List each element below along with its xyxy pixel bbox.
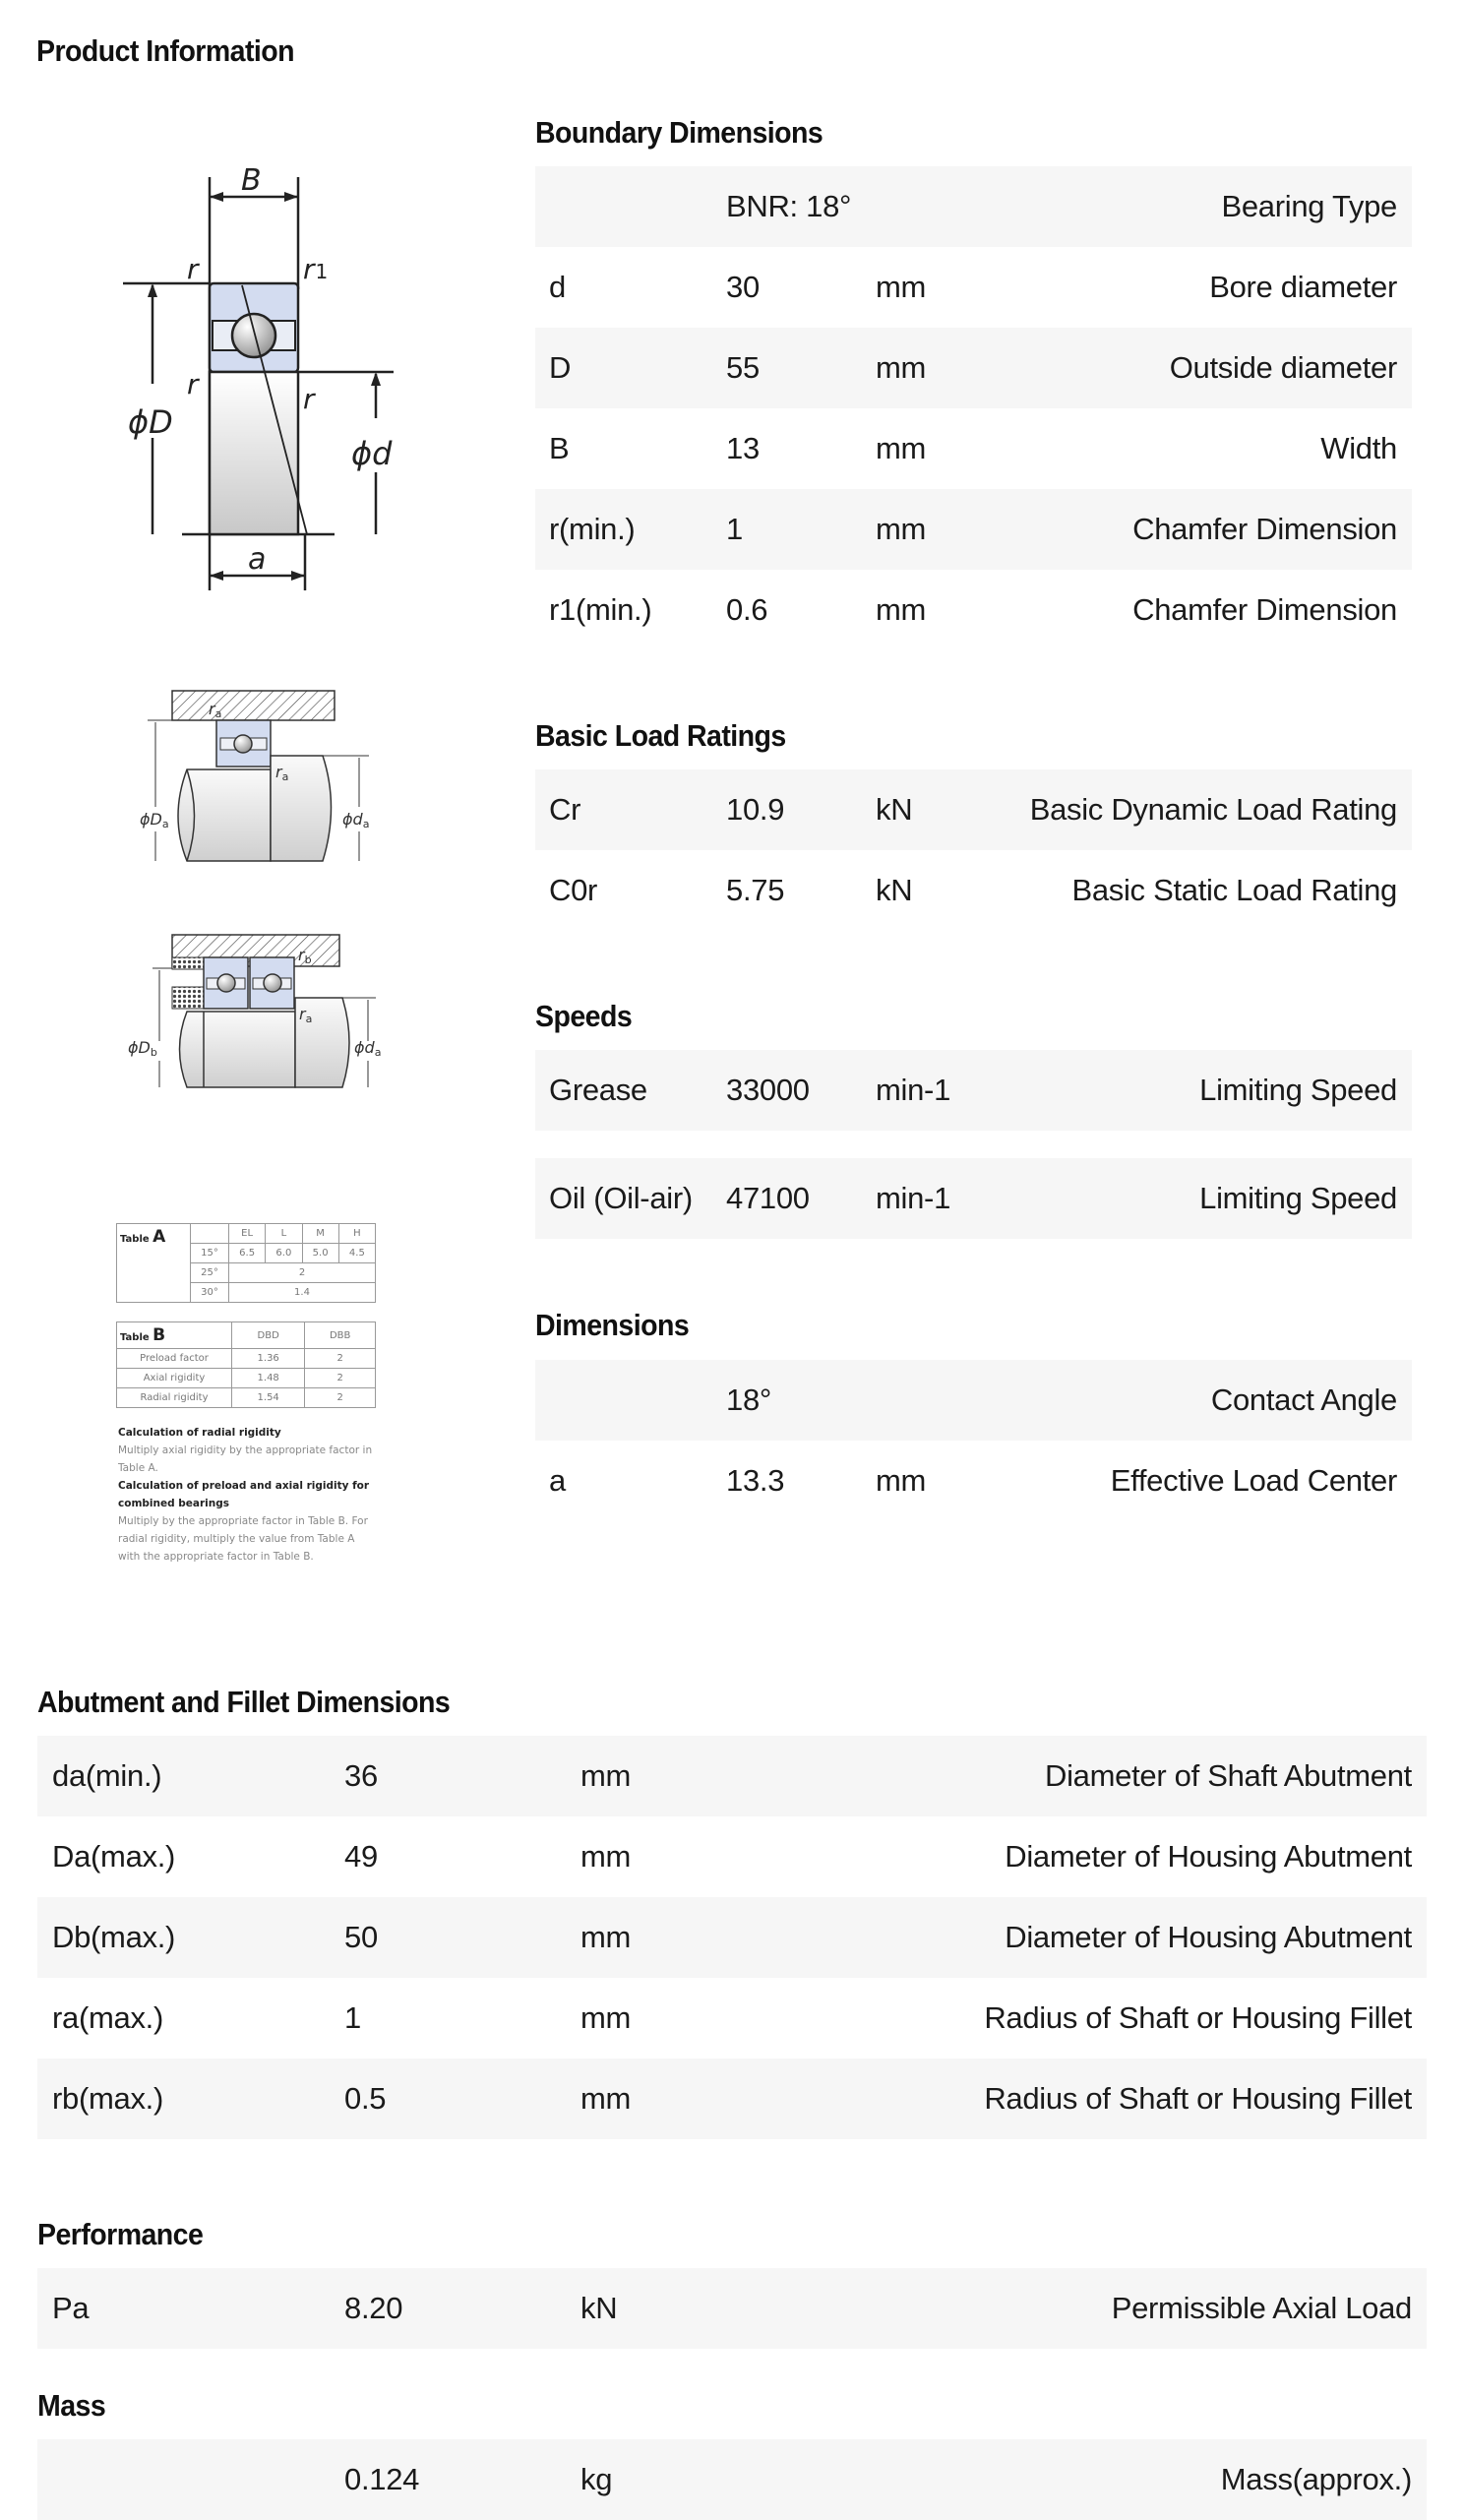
row-value: 1 (344, 2000, 361, 2035)
row-unit (876, 166, 1023, 247)
row-symbol: Pa (52, 2291, 90, 2325)
row-description: Diameter of Shaft Abutment (1044, 1758, 1412, 1793)
speeds-table (535, 1050, 1412, 1239)
table-row (37, 1816, 1427, 1897)
table-b-title: Table B (117, 1322, 232, 1349)
note-body: Multiply axial rigidity by the appropriate factor in Table A. (118, 1444, 373, 1474)
row-value: 8.20 (344, 2291, 403, 2325)
note-heading: Calculation of preload and axial rigidity for combined bearings (118, 1480, 370, 1509)
rigidity-notes (118, 1424, 374, 1566)
row-symbol: Oil (Oil-air) (549, 1181, 693, 1215)
row-value: 47100 (726, 1181, 810, 1215)
fig1-label-r-mid: r (187, 368, 199, 400)
fig1-label-phid: ϕd (351, 435, 393, 472)
row-description: Radius of Shaft or Housing Fillet (984, 2081, 1412, 2116)
row-unit: mm (580, 2081, 632, 2116)
row-symbol: Db(max.) (52, 1920, 176, 1954)
row-value: 33000 (726, 1073, 810, 1107)
row-unit: mm (876, 431, 927, 465)
row-symbol: B (549, 431, 570, 465)
row-unit: mm (580, 1920, 632, 1954)
row-value: 0.124 (344, 2462, 420, 2496)
section-title-speeds: Speeds (535, 999, 633, 1033)
section-title-abutment: Abutment and Fillet Dimensions (37, 1685, 451, 1719)
single-mounting-figure (118, 679, 394, 876)
row-value: 13.3 (726, 1463, 785, 1498)
performance-table (37, 2268, 1427, 2349)
table-b-header: DBD (232, 1322, 305, 1349)
row-unit (876, 1360, 1023, 1441)
row-unit: mm (876, 592, 927, 627)
row-value: BNR: 18° (726, 189, 852, 223)
row-description: Basic Static Load Rating (1071, 873, 1397, 907)
row-description: Effective Load Center (1110, 1463, 1397, 1498)
row-description: Radius of Shaft or Housing Fillet (984, 2000, 1412, 2035)
table-row (37, 2059, 1427, 2139)
row-unit: mm (876, 1463, 927, 1498)
row-symbol: ra(max.) (52, 2000, 163, 2035)
row-symbol: Cr (549, 792, 581, 827)
row-unit: kg (580, 2462, 613, 2496)
abutment-table (37, 1736, 1427, 2139)
row-description: Contact Angle (1210, 1383, 1397, 1417)
fig1-label-phiD: ϕD (128, 403, 173, 441)
table-b-label: Preload factor (117, 1349, 232, 1369)
note-heading: Calculation of radial rigidity (118, 1427, 281, 1439)
table-row (37, 2268, 1427, 2349)
row-description: Permissible Axial Load (1111, 2291, 1412, 2325)
row-unit: kN (876, 792, 913, 827)
row-description: Chamfer Dimension (1132, 592, 1397, 627)
table-a-header: H (338, 1224, 375, 1244)
row-symbol: a (549, 1463, 566, 1498)
bearing-cross-section-figure (98, 157, 433, 610)
fig2-label-phida: ϕda (342, 810, 370, 830)
row-unit: mm (580, 2000, 632, 2035)
table-a-cell: 6.0 (266, 1244, 302, 1263)
row-description: Width (1320, 431, 1397, 465)
table-row (535, 328, 1412, 408)
table-row (535, 570, 1412, 650)
row-symbol: C0r (549, 873, 598, 907)
table-b-label: Axial rigidity (117, 1369, 232, 1388)
table-row (37, 1736, 1427, 1816)
section-title-performance: Performance (37, 2217, 204, 2251)
table-row (37, 1978, 1427, 2059)
row-description: Chamfer Dimension (1132, 512, 1397, 546)
row-symbol: rb(max.) (52, 2081, 163, 2116)
table-a-cell: 2 (229, 1263, 376, 1283)
table-b (116, 1321, 376, 1408)
row-symbol: Grease (549, 1073, 647, 1107)
table-a-angle: 30° (191, 1283, 229, 1303)
table-b-cell: 2 (305, 1369, 376, 1388)
note-body: Multiply by the appropriate factor in Table B. For radial rigidity, multiply the value from Table A with the appropriate factor in Table B. (118, 1515, 368, 1563)
row-unit: mm (876, 350, 927, 385)
row-symbol: da(min.) (52, 1758, 162, 1793)
fig2-label-ra-top: ra (209, 700, 222, 720)
table-a-cell: 6.5 (229, 1244, 266, 1263)
table-a-header: EL (229, 1224, 266, 1244)
table-row (535, 769, 1412, 850)
fig1-label-r-right: r (303, 383, 315, 415)
row-value: 5.75 (726, 873, 785, 907)
table-row (535, 247, 1412, 328)
table-b-cell: 1.36 (232, 1349, 305, 1369)
row-description: Mass(approx.) (1220, 2462, 1412, 2496)
table-a-title: Table A (117, 1224, 191, 1303)
row-unit: kN (580, 2291, 618, 2325)
table-row (535, 1360, 1412, 1441)
fig1-label-r1: r1 (303, 253, 329, 285)
fig1-label-r-top: r (187, 253, 199, 285)
fig2-label-phiDa: ϕDa (140, 810, 169, 830)
table-b-label: Radial rigidity (117, 1388, 232, 1408)
row-value: 36 (344, 1758, 378, 1793)
row-value: 18° (726, 1383, 771, 1417)
fig3-label-phiDb: ϕDb (128, 1038, 157, 1059)
mass-table (37, 2439, 1427, 2520)
row-unit: min-1 (876, 1181, 951, 1215)
table-row (535, 166, 1412, 247)
row-unit: mm (580, 1758, 632, 1793)
row-value: 13 (726, 431, 760, 465)
table-row (535, 1441, 1412, 1521)
table-b-header: DBB (305, 1322, 376, 1349)
table-a-angle: 15° (191, 1244, 229, 1263)
table-a-header: L (266, 1224, 302, 1244)
row-symbol: r(min.) (549, 512, 636, 546)
table-row (535, 850, 1412, 931)
row-value: 49 (344, 1839, 378, 1874)
table-a-header: M (302, 1224, 338, 1244)
row-unit: mm (876, 270, 927, 304)
fig1-label-a: a (248, 542, 267, 577)
row-unit: mm (876, 512, 927, 546)
basic-load-ratings-table (535, 769, 1412, 931)
section-title-boundary-dimensions: Boundary Dimensions (535, 115, 824, 150)
fig2-label-ra: ra (275, 763, 289, 783)
table-row (535, 1158, 1412, 1239)
table-row (535, 408, 1412, 489)
row-description: Bore diameter (1209, 270, 1397, 304)
page-title: Product Information (36, 33, 295, 68)
table-row (535, 489, 1412, 570)
table-a-cell: 4.5 (338, 1244, 375, 1263)
table-b-cell: 1.48 (232, 1369, 305, 1388)
fig3-label-phida: ϕda (354, 1038, 382, 1059)
section-title-mass: Mass (37, 2388, 106, 2423)
duplex-mounting-figure (118, 925, 394, 1092)
table-a (116, 1223, 376, 1303)
boundary-dimensions-table (535, 166, 1412, 650)
row-symbol (535, 166, 726, 247)
section-title-dimensions: Dimensions (535, 1308, 690, 1342)
row-symbol: r1(min.) (549, 592, 652, 627)
row-value: 55 (726, 350, 760, 385)
table-row (37, 1897, 1427, 1978)
row-symbol: d (549, 270, 566, 304)
fig3-label-ra: ra (299, 1005, 313, 1025)
table-a-cell: 1.4 (229, 1283, 376, 1303)
row-unit: min-1 (876, 1073, 951, 1107)
row-description: Limiting Speed (1199, 1181, 1397, 1215)
table-b-cell: 2 (305, 1349, 376, 1369)
section-title-basic-load-ratings: Basic Load Ratings (535, 718, 786, 753)
row-value: 30 (726, 270, 760, 304)
row-symbol (535, 1360, 726, 1441)
table-row (37, 2439, 1427, 2520)
row-value: 1 (726, 512, 743, 546)
row-unit: kN (876, 873, 913, 907)
table-a-cell: 5.0 (302, 1244, 338, 1263)
table-b-cell: 1.54 (232, 1388, 305, 1408)
table-a-angle: 25° (191, 1263, 229, 1283)
row-description: Outside diameter (1169, 350, 1397, 385)
table-b-cell: 2 (305, 1388, 376, 1408)
row-value: 0.5 (344, 2081, 387, 2116)
row-unit: mm (580, 1839, 632, 1874)
row-symbol: D (549, 350, 572, 385)
row-value: 50 (344, 1920, 378, 1954)
row-description: Basic Dynamic Load Rating (1029, 792, 1397, 827)
row-symbol: Da(max.) (52, 1839, 176, 1874)
fig1-label-B: B (241, 163, 262, 198)
row-value: 0.6 (726, 592, 768, 627)
dimensions-table (535, 1360, 1412, 1521)
row-symbol (37, 2439, 344, 2520)
fig3-label-rb: rb (298, 946, 312, 966)
row-value: 10.9 (726, 792, 785, 827)
row-description: Limiting Speed (1199, 1073, 1397, 1107)
row-description: Diameter of Housing Abutment (1005, 1920, 1412, 1954)
row-description: Bearing Type (1221, 189, 1397, 223)
row-description: Diameter of Housing Abutment (1005, 1839, 1412, 1874)
table-row (535, 1050, 1412, 1131)
